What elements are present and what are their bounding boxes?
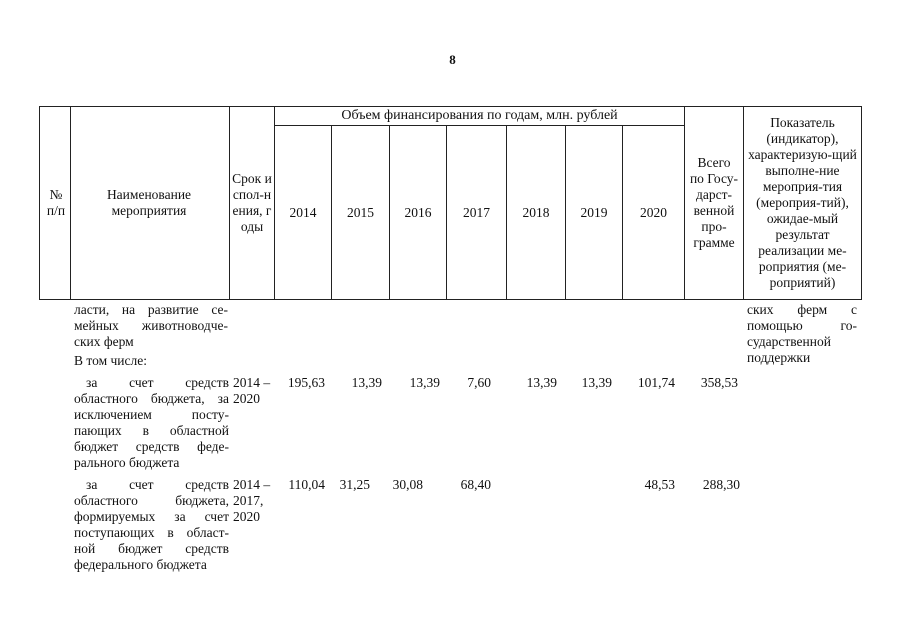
row-term-line: 2014 –: [233, 375, 271, 390]
intro-line: мейных животноводче-: [74, 318, 228, 333]
row-name-line: поступающих в област-: [74, 525, 229, 540]
value-2015: 31,25: [339, 477, 370, 492]
value-2015: 13,39: [351, 375, 382, 390]
value-2020: 101,74: [637, 375, 675, 390]
header-year-2016: 2016: [404, 205, 432, 220]
row-name-line: областного бюджета,: [74, 493, 229, 508]
row-name-line: федерального бюджета: [74, 557, 207, 572]
header-year-2019: 2019: [580, 205, 608, 220]
header-year-2015: 2015: [347, 205, 374, 220]
header-year-2018: 2018: [522, 205, 550, 220]
value-2014: 110,04: [288, 477, 325, 492]
value-2020: 48,53: [644, 477, 675, 492]
value-total: 288,30: [702, 477, 740, 492]
row-name-line: рального бюджета: [74, 455, 180, 470]
intro-line: ласти, на развитие се-: [74, 302, 228, 317]
header-funding-group: Объем финансирования по годам, млн. рублей: [341, 107, 618, 123]
row-name-line: за счет средств: [86, 477, 229, 492]
header-term: Срок испол-нения, годы: [232, 171, 272, 234]
value-2017: 68,40: [460, 477, 491, 492]
row-term-line: 2020: [233, 391, 260, 406]
header-name: Наименование мероприятия: [106, 187, 192, 218]
value-2018: 13,39: [526, 375, 557, 390]
indicator-line: ских ферм с: [747, 302, 857, 317]
header-year-2020: 2020: [640, 205, 667, 220]
row-name-line: ной бюджет средств: [74, 541, 229, 556]
value-2016: 13,39: [409, 375, 440, 390]
intro-line: ских ферм: [74, 334, 134, 349]
value-2016: 30,08: [392, 477, 423, 492]
row-term-line: 2017,: [233, 493, 264, 508]
value-2019: 13,39: [581, 375, 612, 390]
header-total: Всего по Госу-дарст-венной про-грамме: [689, 155, 739, 250]
row-name-line: пающих в областной: [74, 423, 229, 438]
row-term-line: 2014 –: [233, 477, 271, 492]
indicator-line: сударственной: [747, 334, 831, 349]
header-indicator: Показатель (индикатор), характеризую-щий выполне-ние мероприя-тия (мероприя-тий), ожидае-мый результат реализации ме-роприятия (ме-роприятий): [748, 115, 857, 290]
row-name-line: областного бюджета, за: [74, 391, 229, 406]
row-name-line: исключением посту-: [74, 407, 229, 422]
in-that-number: В том числе:: [74, 353, 147, 368]
indicator-line: поддержки: [747, 350, 811, 365]
indicator-line: помощью го-: [747, 318, 857, 333]
value-total: 358,53: [700, 375, 738, 390]
value-2017: 7,60: [467, 375, 491, 390]
row-name-line: за счет средств: [86, 375, 229, 390]
header-num: № п/п: [46, 187, 66, 218]
row-term-line: 2020: [233, 509, 260, 524]
header-year-2014: 2014: [289, 205, 317, 220]
row-name-line: бюджет средств феде-: [74, 439, 229, 454]
page-number: 8: [449, 52, 456, 67]
row-name-line: формируемых за счет: [74, 509, 229, 524]
header-year-2017: 2017: [463, 205, 490, 220]
value-2014: 195,63: [287, 375, 325, 390]
